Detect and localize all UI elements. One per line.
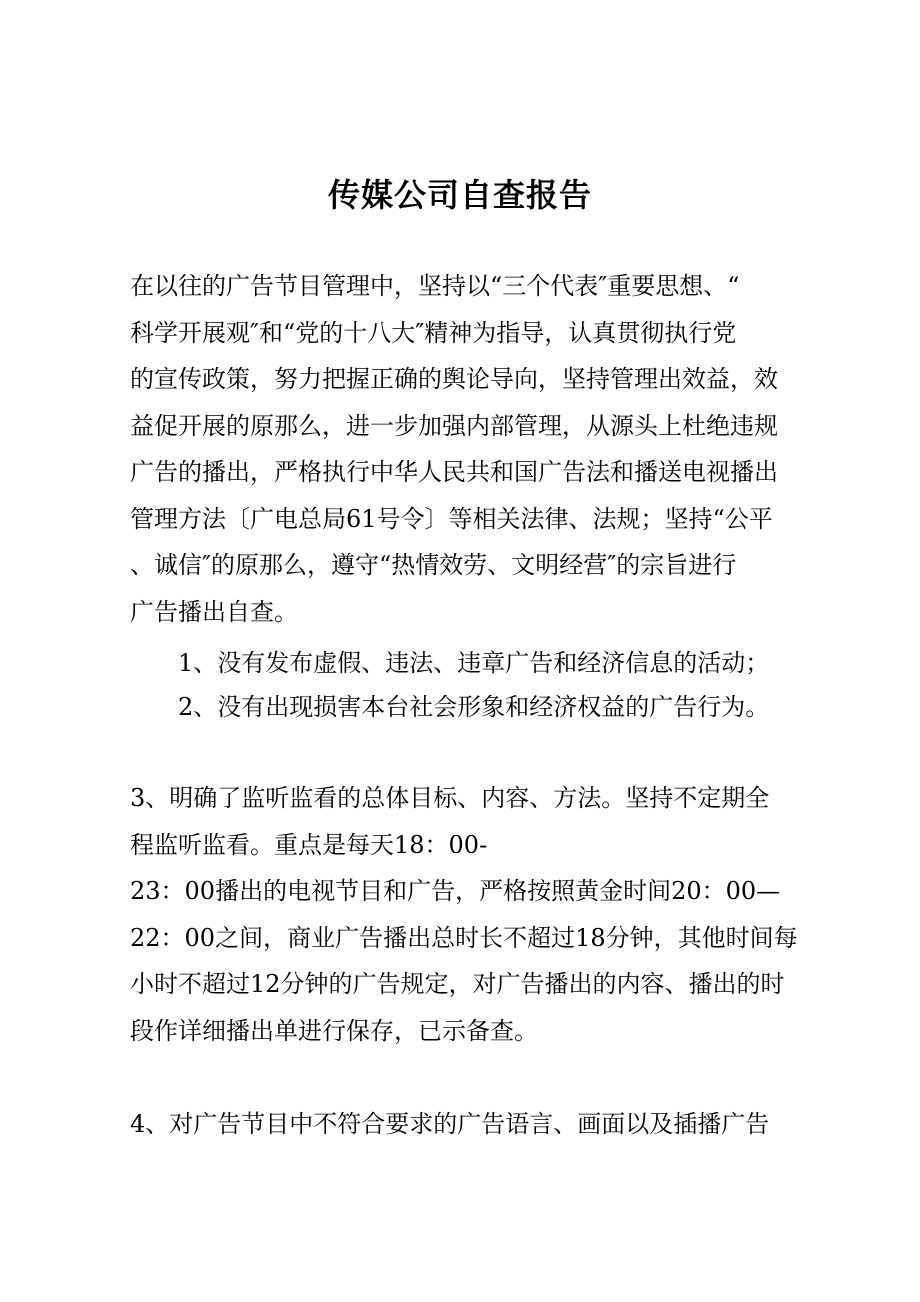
text-line: 段作详细播出单进行保存，已示备查。 [130,1016,538,1045]
text-line: 管理方法〔广电总局61号令〕等相关法律、法规；坚持“公平 [130,504,773,533]
text-line: 3、明确了监听监看的总体目标、内容、方法。坚持不定期全 [130,784,770,812]
text-line: 益促开展的原那么，进一步加强内部管理，从源头上杜绝违规 [130,411,778,440]
text-line: 在以往的广告节目管理中，坚持以“三个代表″重要思想、“ [130,272,740,300]
text-line: 23：00播出的电视节目和广告，严格按照黄金时间20：00— [130,877,781,905]
list-item-1: 1、没有发布虚假、违法、违章广告和经济信息的活动； [178,649,770,677]
text-line: 科学开展观″和“党的十八大″精神为指导，认真贯彻执行党 [130,318,737,347]
text-line: 广告的播出，严格执行中华人民共和国广告法和播送电视播出 [130,458,778,486]
text-line: 广告播出自查。 [130,597,298,626]
text-line: 22：00之间，商业广告播出总时长不超过18分钟，其他时间每 [130,923,798,952]
text-line: 小时不超过12分钟的广告规定，对广告播出的内容、播出的时 [130,970,785,998]
text-line: 的宣传政策，努力把握正确的舆论导向，坚持管理出效益，效 [130,365,778,393]
intro-paragraph [130,263,800,635]
text-line: 程监听监看。重点是每天18：00- [130,830,488,859]
text-line: 4、对广告节目中不符合要求的广告语言、画面以及插播广告 [130,1110,770,1138]
document-title: 传媒公司自查报告 [327,176,592,214]
item-4-paragraph [130,1101,800,1148]
text-line: 、诚信″的原那么，遵守“热情效劳、文明经营″的宗旨进行 [130,551,737,579]
list-item-2: 2、没有出现损害本台社会形象和经济权益的广告行为。 [178,693,770,721]
item-3-paragraph [130,775,800,1054]
